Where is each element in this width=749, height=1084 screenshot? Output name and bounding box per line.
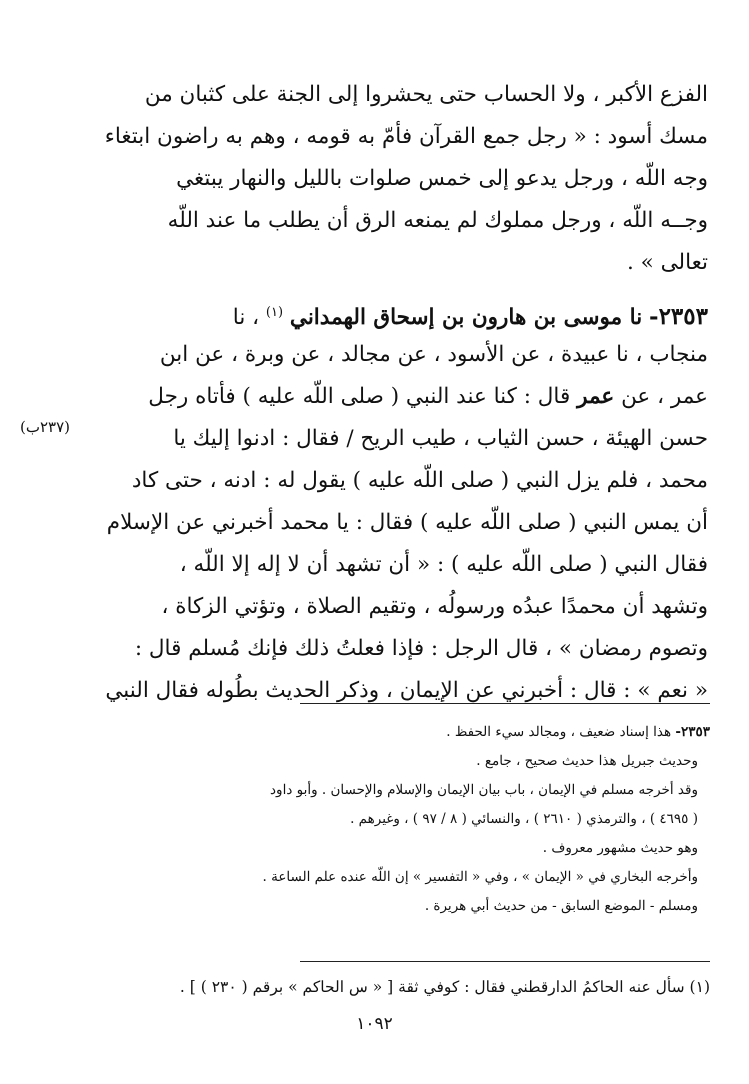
note-line-2: وحديث جبريل هذا حديث صحيح ، جامع . [476, 753, 698, 769]
hadith-heading-line [88, 292, 708, 334]
text-line-4: وجــه اللّه ، ورجل مملوك لم يمنعه الرق أن يطلب ما عند اللّه [167, 208, 708, 233]
page-number: ١٠٩٢ [356, 1014, 393, 1034]
hadith-line-3 [88, 376, 708, 418]
footnote-marker[interactable]: (١) [265, 305, 284, 320]
note-line-7: ومسلم - الموضع السابق - من حديث أبي هريرة . [424, 898, 698, 914]
text-line-3: وجه اللّه ، ورجل يدعو إلى خمس صلوات بالليل والنهار يبتغي [176, 166, 708, 191]
note-line-1-text: هذا إسناد ضعيف ، ومجالد سيء الحفظ . [446, 724, 672, 740]
hadith-line-5: محمد ، فلم يزل النبي ( صلى اللّه عليه ) يقول له : ادنه ، حتى كاد [131, 468, 708, 493]
note-hadith-number: ٢٣٥٣- [675, 724, 710, 740]
hadith-line-3-bold: عمر [577, 384, 615, 409]
main-text [88, 74, 708, 712]
hadith-line-3-pre: عمر ، عن [621, 384, 708, 409]
editor-notes [80, 718, 710, 921]
hadith-line-tail: ، نا [232, 305, 260, 331]
hadith-line-3-post: قال : كنا عند النبي ( صلى اللّه عليه ) فأتاه رجل [148, 384, 571, 409]
manuscript-folio-marker: (٢٣٧ب) [20, 418, 71, 436]
hadith-line-9: وتصوم رمضان » ، قال الرجل : فإذا فعلتُ ذلك فإنك مُسلم قال : [134, 636, 708, 661]
footnote-divider [300, 961, 710, 962]
note-line-4: ( ٤٦٩٥ ) ، والترمذي ( ٢٦١٠ ) ، والنسائي ( ٨ / ٩٧ ) ، وغيرهم . [350, 811, 698, 827]
hadith-number: ٢٣٥٣- [649, 303, 708, 331]
note-line-5: وهو حديث مشهور معروف . [542, 840, 698, 856]
notes-divider [300, 703, 710, 704]
hadith-line-7: فقال النبي ( صلى اللّه عليه ) : « أن تشهد أن لا إله إلا اللّه ، [179, 552, 708, 577]
hadith-line-8: وتشهد أن محمدًا عبدُه ورسولُه ، وتقيم الصلاة ، وتؤتي الزكاة ، [161, 594, 708, 619]
note-line-3: وقد أخرجه مسلم في الإيمان ، باب بيان الإيمان والإسلام والإحسان . وأبو داود [270, 782, 698, 798]
footnote: (١) سأل عنه الحاكمُ الدارقطني فقال : كوفي ثقة [ « س الحاكم » برقم ( ٢٣٠ ) ] . [179, 978, 710, 996]
text-line-1: الفزع الأكبر ، ولا الحساب حتى يحشروا إلى الجنة على كثبان من [144, 82, 708, 107]
text-line-2: مسك أسود : « رجل جمع القرآن فأمّ به قومه ، وهم به راضون ابتغاء [104, 124, 708, 149]
hadith-line-4: حسن الهيئة ، حسن الثياب ، طيب الريح / فقال : ادنوا إليك يا [173, 426, 708, 451]
note-line-6: وأخرجه البخاري في « الإيمان » ، وفي « التفسير » إن اللّه عنده علم الساعة . [262, 869, 698, 885]
text-line-5: تعالى » . [626, 250, 708, 275]
note-line-1 [80, 718, 710, 747]
hadith-line-6: أن يمس النبي ( صلى اللّه عليه ) فقال : يا محمد أخبرني عن الإسلام [106, 510, 708, 535]
hadith-line-10: « نعم » : قال : أخبرني عن الإيمان ، وذكر الحديث بطُوله فقال النبي [105, 678, 708, 703]
hadith-isnad-start: نا موسى بن هارون بن إسحاق الهمداني [289, 305, 643, 331]
hadith-line-2: منجاب ، نا عبيدة ، عن الأسود ، عن مجالد ، عن وبرة ، عن ابن [159, 342, 708, 367]
